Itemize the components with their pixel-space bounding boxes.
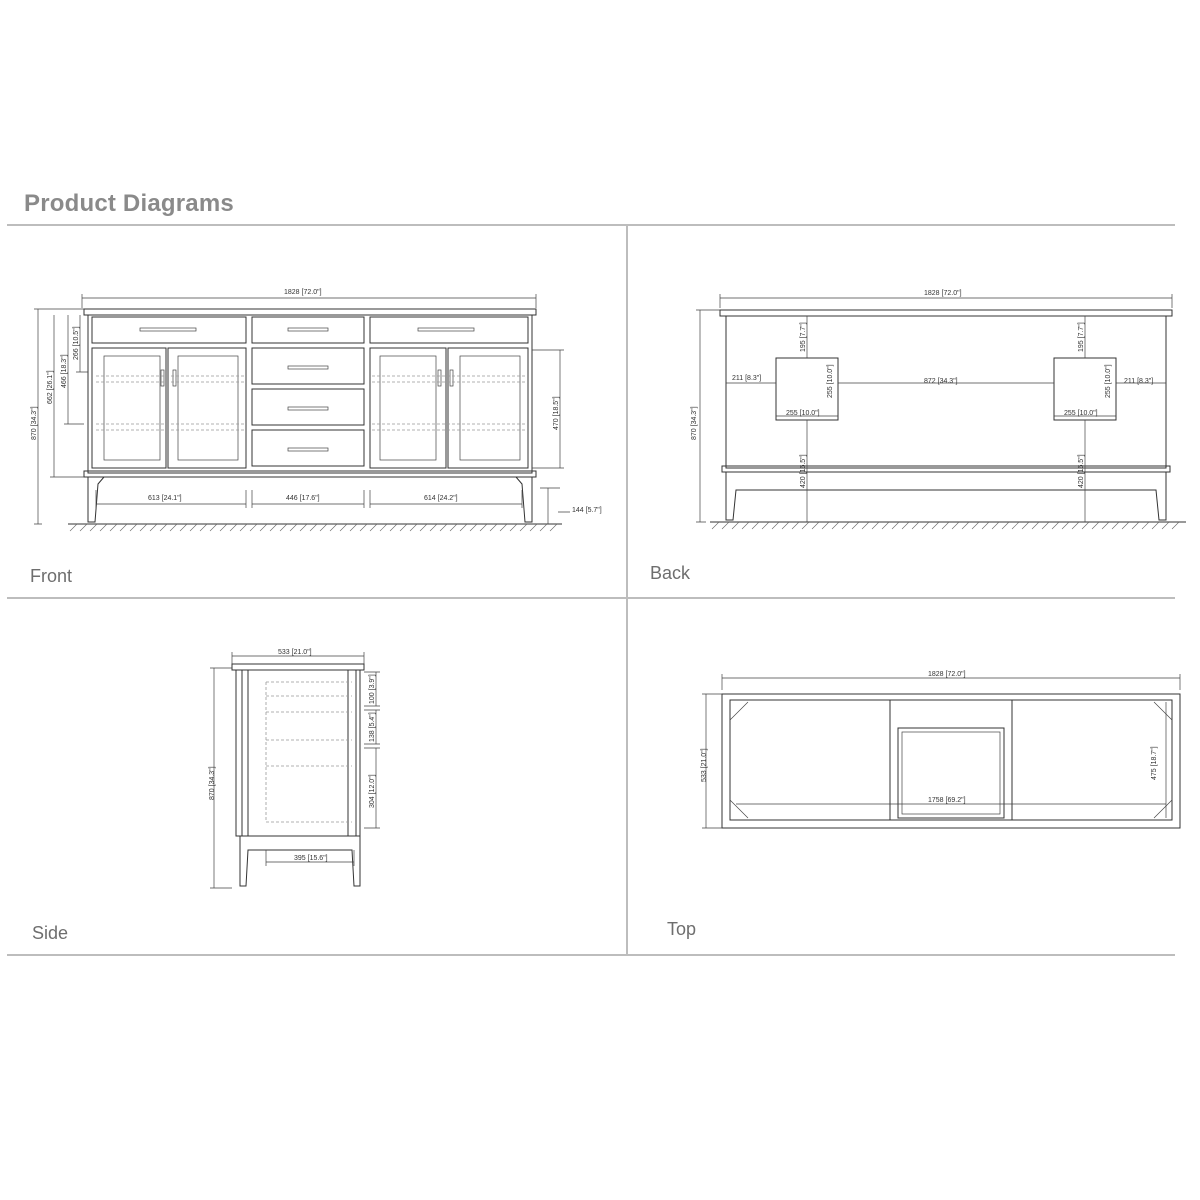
front-countertop xyxy=(84,309,536,315)
back-cut-height-right: 255 [10.0"] xyxy=(1105,364,1112,398)
top-label: Top xyxy=(667,919,697,939)
back-floor-dim-lines xyxy=(807,420,1085,522)
front-center-width: 446 [17.6"] xyxy=(286,495,320,502)
side-d3: 304 [12.0"] xyxy=(369,774,376,808)
side-back-panel xyxy=(242,670,248,836)
top-depth: 533 [21.0"] xyxy=(701,748,708,782)
back-height-870: 870 [34.3"] xyxy=(691,406,698,440)
back-top-right: 195 [7.7"] xyxy=(1078,322,1085,352)
front-label: Front xyxy=(30,566,73,586)
side-front-stile xyxy=(348,670,356,836)
front-body xyxy=(88,315,532,473)
back-base-rail xyxy=(722,466,1170,472)
front-leg-height-line xyxy=(540,488,570,524)
side-d2: 138 [5.4"] xyxy=(369,712,376,742)
front-handle xyxy=(288,366,328,369)
front-base-rail xyxy=(84,471,536,477)
front-door-panel xyxy=(380,356,436,460)
front-floor-hatch xyxy=(70,524,557,531)
back-floor-right: 420 [16.5"] xyxy=(1078,454,1085,488)
side-leg-span: 395 [15.6"] xyxy=(294,855,328,862)
back-top-dim-lines xyxy=(807,316,1085,358)
back-height-line xyxy=(696,310,720,522)
top-center-box xyxy=(898,728,1004,818)
back-overall-dim: 1828 [72.0"] xyxy=(924,290,962,297)
back-side-right: 211 [8.3"] xyxy=(1124,378,1154,385)
side-body xyxy=(236,670,360,836)
front-leg-height: 144 [5.7"] xyxy=(572,507,602,514)
side-drawer-hidden-lines xyxy=(266,682,352,822)
top-inner-depth: 475 [18.7"] xyxy=(1151,746,1158,780)
front-drawer-top-center xyxy=(252,317,364,343)
front-drawer-top-right xyxy=(370,317,528,343)
back-label: Back xyxy=(650,563,691,583)
side-view xyxy=(209,649,380,888)
top-outline xyxy=(722,694,1180,828)
side-depth: 533 [21.0"] xyxy=(278,649,312,656)
front-height-870: 870 [34.3"] xyxy=(31,406,38,440)
back-floor-left: 420 [16.5"] xyxy=(800,454,807,488)
back-cut-height-left: 255 [10.0"] xyxy=(827,364,834,398)
back-legs xyxy=(726,472,1166,520)
front-overall-dim: 1828 [72.0"] xyxy=(284,289,322,296)
front-knob xyxy=(438,370,441,386)
front-right-leg xyxy=(516,477,532,522)
back-view xyxy=(691,290,1186,529)
top-inner-width: 1758 [69.2"] xyxy=(928,797,966,804)
back-gap: 872 [34.3"] xyxy=(924,378,958,385)
back-cut-width-left: 255 [10.0"] xyxy=(786,410,820,417)
front-height-266: 266 [10.5"] xyxy=(73,326,80,360)
front-height-466: 466 [18.3"] xyxy=(61,354,68,388)
front-handle xyxy=(288,407,328,410)
front-left-width: 613 [24.1"] xyxy=(148,495,182,502)
side-d1: 100 [3.9"] xyxy=(369,674,376,704)
front-door-1 xyxy=(92,348,166,468)
side-countertop xyxy=(232,664,364,670)
side-height-870: 870 [34.3"] xyxy=(209,766,216,800)
front-view xyxy=(31,289,602,531)
back-cut-width-right: 255 [10.0"] xyxy=(1064,410,1098,417)
top-overall-dim: 1828 [72.0"] xyxy=(928,671,966,678)
front-door-height: 470 [18.5"] xyxy=(553,396,560,430)
top-view xyxy=(701,671,1180,828)
front-handle xyxy=(418,328,474,331)
front-height-662: 662 [26.1"] xyxy=(47,370,54,404)
front-drawer-top-left xyxy=(92,317,246,343)
front-knob xyxy=(450,370,453,386)
front-door-2 xyxy=(168,348,246,468)
front-knob xyxy=(173,370,176,386)
front-handle xyxy=(140,328,196,331)
front-door-panel xyxy=(104,356,160,460)
side-label: Side xyxy=(32,923,69,943)
front-door-panel xyxy=(178,356,238,460)
front-handle xyxy=(288,328,328,331)
page-title: Product Diagrams xyxy=(24,190,234,217)
back-side-left: 211 [8.3"] xyxy=(732,375,762,382)
back-top-left: 195 [7.7"] xyxy=(800,322,807,352)
front-door-panel xyxy=(460,356,520,460)
back-countertop xyxy=(720,310,1172,316)
back-floor-hatch xyxy=(712,522,1179,529)
front-handle xyxy=(288,448,328,451)
front-door-3 xyxy=(370,348,446,468)
front-knob xyxy=(161,370,164,386)
back-body xyxy=(726,316,1166,468)
front-overall-dim-line xyxy=(82,294,536,308)
front-right-width: 614 [24.2"] xyxy=(424,495,458,502)
